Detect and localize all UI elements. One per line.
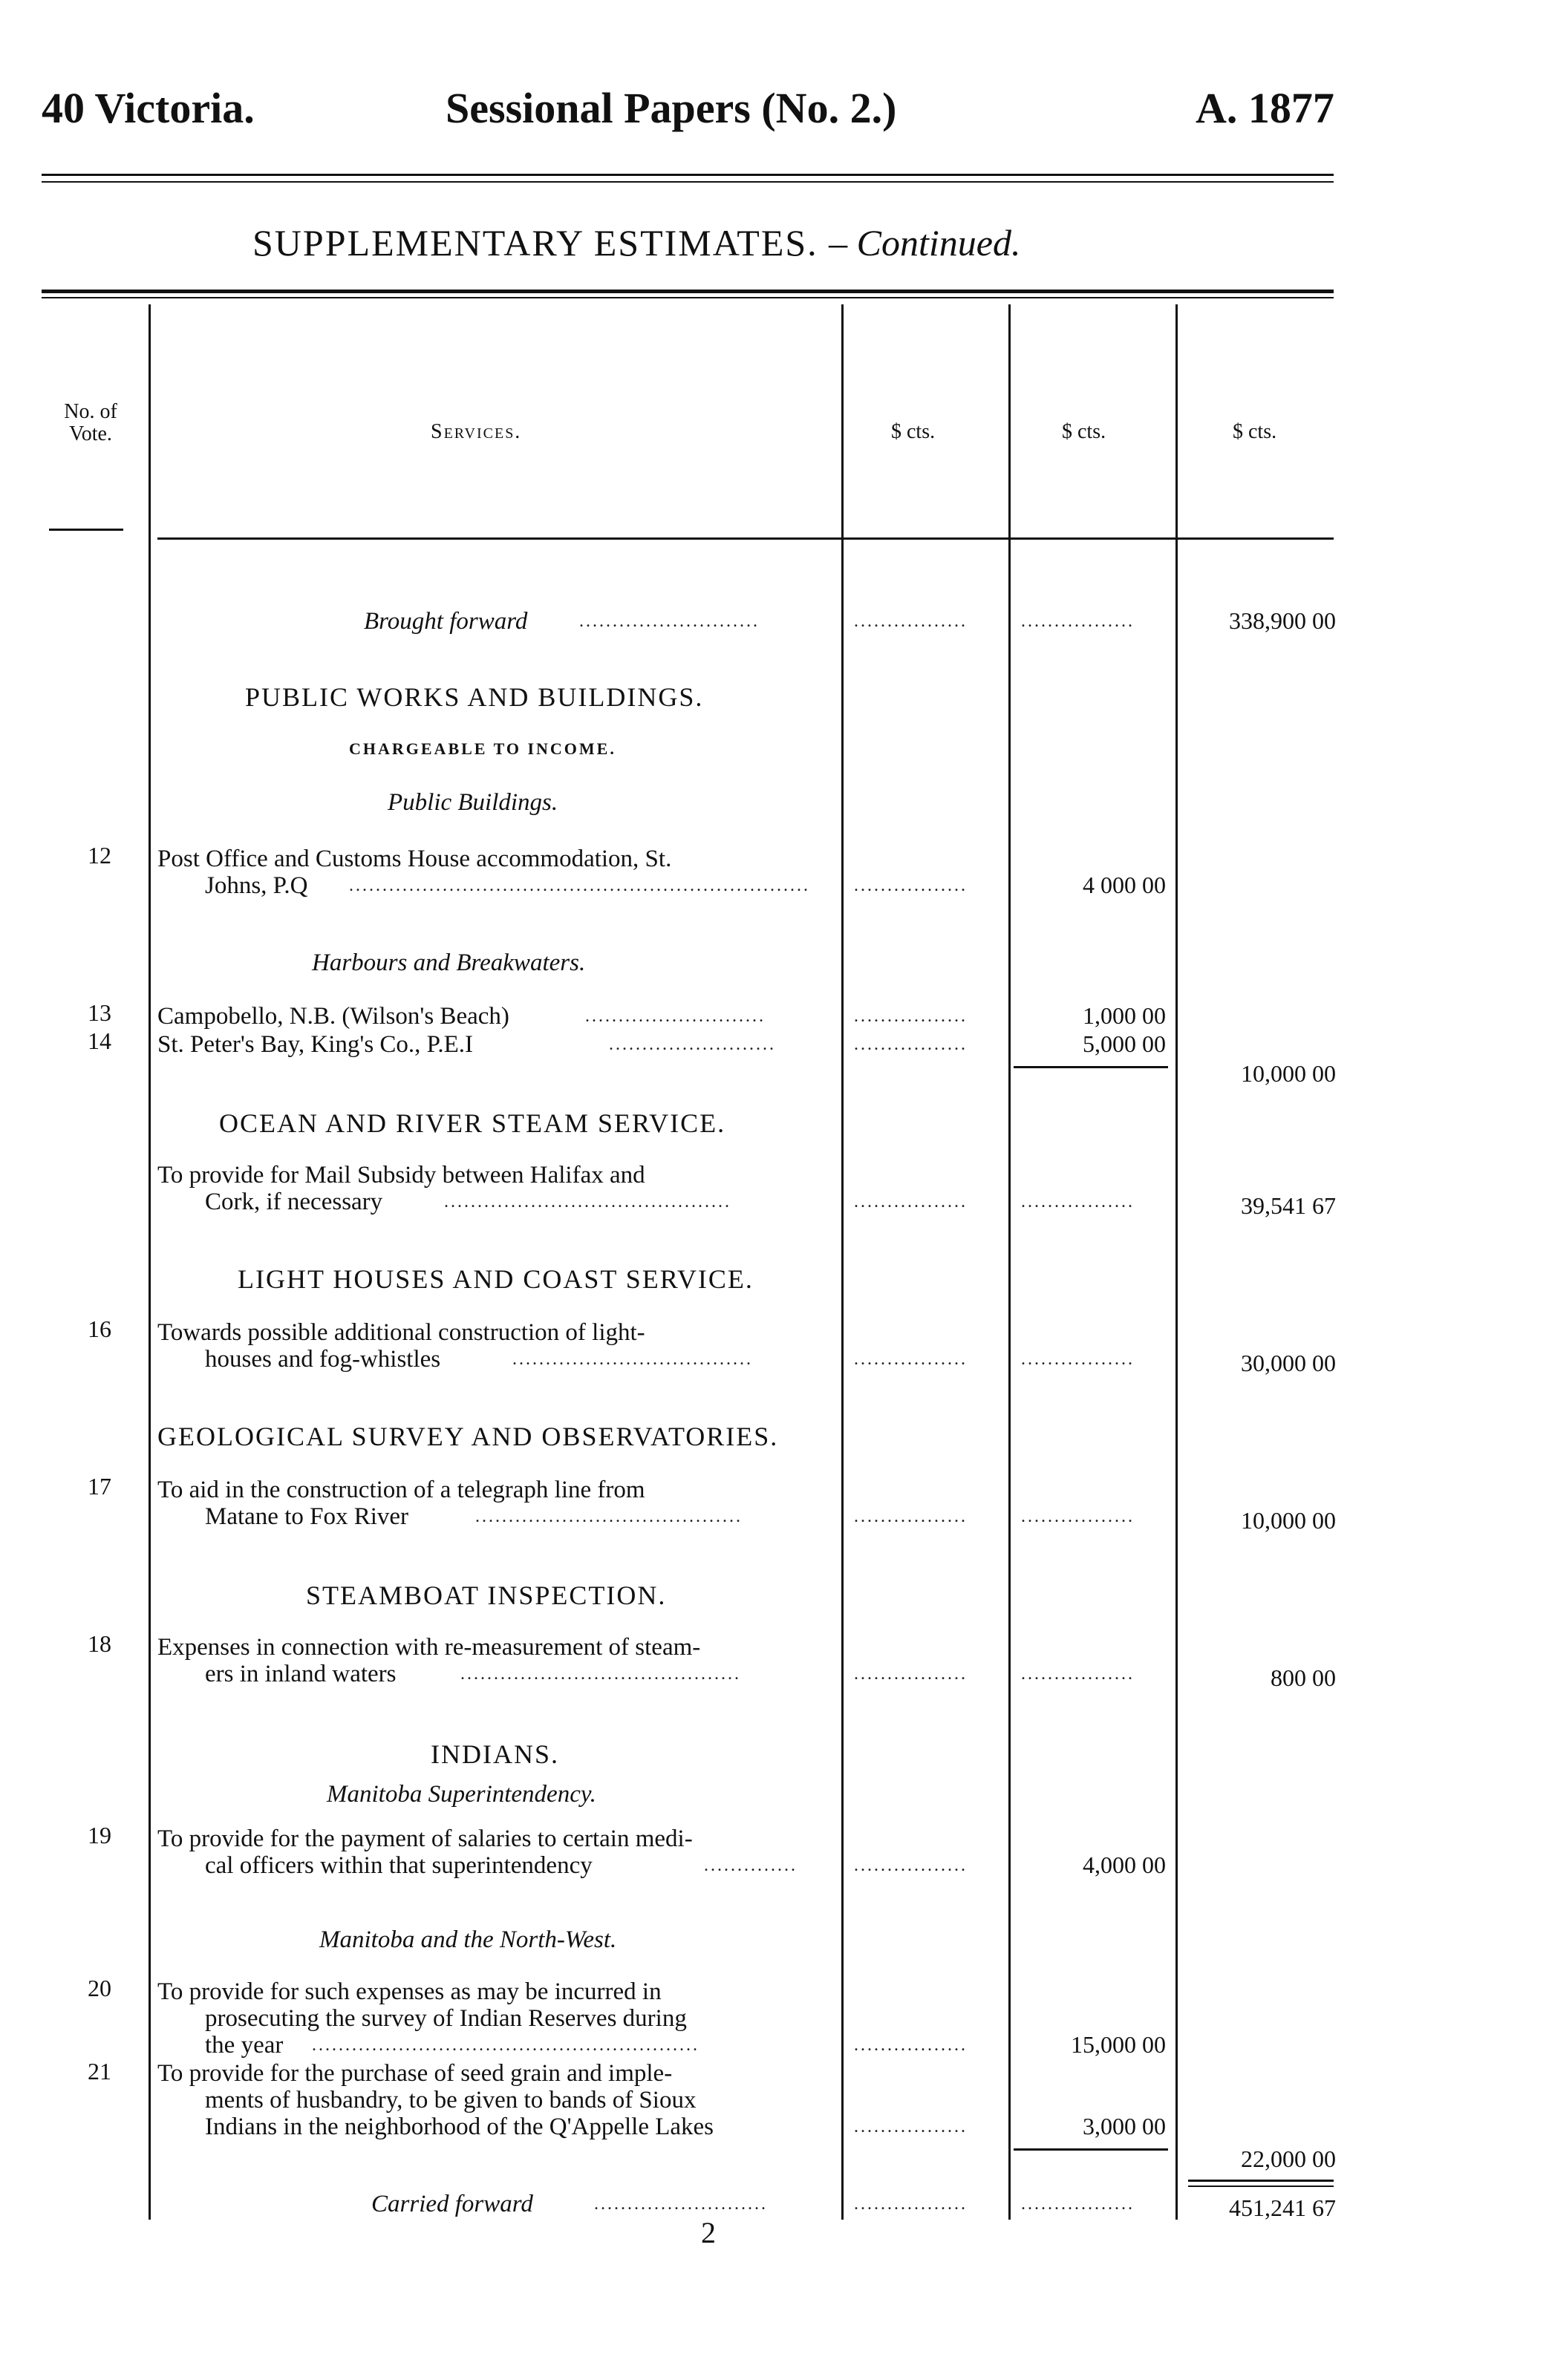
col-header-col1: $ cts.	[891, 420, 936, 443]
item-14-amount: 5,000 00	[1083, 1030, 1166, 1057]
table-rule-top	[42, 290, 1334, 293]
indians-total: 22,000 00	[1241, 2145, 1336, 2172]
steamboat-total: 800 00	[1271, 1664, 1336, 1691]
leader-dots: ...........................................	[444, 1192, 731, 1212]
section-heading-steamboat: STEAMBOAT INSPECTION.	[306, 1580, 667, 1610]
section-heading-ocean: OCEAN AND RIVER STEAM SERVICE.	[219, 1108, 726, 1138]
item-12-amount: 4 000 00	[1083, 872, 1166, 898]
subtotal-rule	[1014, 1066, 1168, 1068]
title-suffix: – Continued.	[829, 222, 1021, 264]
page-number: 2	[701, 2216, 716, 2249]
leader-dots: ........................................	[475, 1507, 743, 1526]
subtotal-rule	[1014, 2148, 1168, 2151]
header-papers: Sessional Papers (No. 2.)	[446, 84, 897, 132]
carried-forward-total: 451,241 67	[1229, 2194, 1336, 2221]
section-heading-public-works: PUBLIC WORKS AND BUILDINGS.	[245, 682, 704, 712]
leader-dots: .........................	[609, 1035, 776, 1054]
brought-forward-total: 338,900 00	[1229, 607, 1336, 634]
leader-dots: ..........................................	[460, 1664, 741, 1684]
total-rule-thin	[1188, 2186, 1334, 2187]
subheading-harbours: Harbours and Breakwaters.	[312, 949, 586, 976]
steamboat-line1: Expenses in connection with re-measurement of steam-	[157, 1634, 701, 1661]
geological-total: 10,000 00	[1241, 1507, 1336, 1534]
page-title	[252, 221, 1021, 264]
ocean-total: 39,541 67	[1241, 1192, 1336, 1219]
leader-dots: .....................................................................	[349, 876, 810, 895]
subheading-chargeable: CHARGEABLE TO INCOME.	[349, 739, 616, 758]
header-session: 40 Victoria.	[42, 84, 255, 132]
vote-number-13: 13	[88, 999, 111, 1026]
item-21-line1: To provide for the purchase of seed grain and imple-	[157, 2060, 673, 2087]
col-header-vote: No. of Vote.	[64, 400, 117, 445]
leader-dots: .................	[854, 1007, 968, 1026]
section-heading-indians: INDIANS.	[431, 1739, 559, 1769]
lights-line2: houses and fog-whistles	[205, 1346, 441, 1373]
subheading-manitoba: Manitoba Superintendency.	[327, 1781, 596, 1808]
leader-dots: .................	[854, 1035, 968, 1054]
public-works-subtotal: 10,000 00	[1241, 1060, 1336, 1087]
steamboat-line2: ers in inland waters	[205, 1661, 397, 1687]
item-19-amount: 4,000 00	[1083, 1851, 1166, 1878]
item-19-line1: To provide for the payment of salaries to certain medi-	[157, 1825, 693, 1852]
leader-dots: .................	[1021, 2194, 1135, 2214]
leader-dots: .................	[854, 2194, 968, 2214]
item-19-line2: cal officers within that superintendency	[205, 1852, 593, 1879]
header-rule-top	[42, 174, 1334, 176]
header-year: A. 1877	[1196, 84, 1334, 132]
geological-line1: To aid in the construction of a telegraph line from	[157, 1477, 645, 1503]
subheading-public-buildings: Public Buildings.	[388, 789, 558, 816]
header-rule-bottom	[42, 181, 1334, 183]
leader-dots: .................	[1021, 1350, 1135, 1369]
leader-dots: ....................................	[512, 1350, 753, 1369]
column-rule-vote	[149, 304, 151, 2220]
col-header-col2: $ cts.	[1062, 420, 1106, 443]
leader-dots: ..............	[704, 1856, 798, 1875]
ocean-line1: To provide for Mail Subsidy between Halifax and	[157, 1162, 645, 1189]
leader-dots: .................	[854, 876, 968, 895]
leader-dots: .................	[854, 2117, 968, 2137]
vote-number-20: 20	[88, 1975, 111, 2001]
leader-dots: .................	[854, 1664, 968, 1684]
item-13-text: Campobello, N.B. (Wilson's Beach)	[157, 1003, 509, 1030]
lights-total: 30,000 00	[1241, 1350, 1336, 1376]
item-12-line2: Johns, P.Q	[205, 872, 308, 899]
section-heading-lights: LIGHT HOUSES AND COAST SERVICE.	[238, 1264, 754, 1294]
item-20-line1: To provide for such expenses as may be incurred in	[157, 1978, 662, 2005]
item-12-line1: Post Office and Customs House accommodation, St.	[157, 846, 672, 872]
item-20-line2: prosecuting the survey of Indian Reserves during	[205, 2005, 687, 2032]
leader-dots: .................	[854, 1856, 968, 1875]
leader-dots: ...........................	[579, 612, 760, 631]
item-21-line3: Indians in the neighborhood of the Q'Appelle Lakes	[205, 2113, 714, 2140]
table-rule-top-thin	[42, 297, 1334, 298]
vote-number-17: 17	[88, 1473, 111, 1500]
header-underline-vote	[49, 529, 123, 531]
leader-dots: .................	[854, 612, 968, 631]
col-header-col3: $ cts.	[1233, 420, 1277, 443]
vote-number-16: 16	[88, 1315, 111, 1342]
carried-forward-label: Carried forward	[371, 2191, 533, 2217]
leader-dots: ...........................	[585, 1007, 766, 1026]
vote-number-14: 14	[88, 1027, 111, 1054]
column-rule-col2	[1175, 304, 1178, 2220]
title-main: SUPPLEMENTARY ESTIMATES.	[252, 222, 818, 264]
header-underline	[157, 537, 1334, 540]
total-rule	[1188, 2180, 1334, 2182]
column-rule-services	[841, 304, 844, 2220]
vote-number-12: 12	[88, 842, 111, 869]
item-21-line2: ments of husbandry, to be given to bands of Sioux	[205, 2087, 697, 2113]
subheading-northwest: Manitoba and the North-West.	[319, 1926, 617, 1953]
ocean-line2: Cork, if necessary	[205, 1189, 383, 1215]
leader-dots: .................	[854, 1350, 968, 1369]
column-rule-col1	[1008, 304, 1011, 2220]
brought-forward-label: Brought forward	[364, 608, 528, 635]
leader-dots: .................	[1021, 1664, 1135, 1684]
geological-line2: Matane to Fox River	[205, 1503, 409, 1530]
lights-line1: Towards possible additional construction of light-	[157, 1319, 645, 1346]
item-20-line3: the year	[205, 2032, 284, 2059]
leader-dots: .................	[854, 2036, 968, 2055]
vote-number-19: 19	[88, 1822, 111, 1848]
item-20-amount: 15,000 00	[1071, 2031, 1166, 2058]
vote-number-18: 18	[88, 1630, 111, 1657]
col-header-services: Services.	[431, 420, 522, 443]
leader-dots: ..........................................................	[312, 2036, 700, 2055]
leader-dots: ..........................	[594, 2194, 768, 2214]
item-21-amount: 3,000 00	[1083, 2113, 1166, 2139]
vote-number-21: 21	[88, 2058, 111, 2085]
item-13-amount: 1,000 00	[1083, 1002, 1166, 1029]
leader-dots: .................	[1021, 1507, 1135, 1526]
section-heading-geological: GEOLOGICAL SURVEY AND OBSERVATORIES.	[157, 1422, 779, 1451]
item-14-text: St. Peter's Bay, King's Co., P.E.I	[157, 1031, 474, 1058]
leader-dots: .................	[1021, 1192, 1135, 1212]
leader-dots: .................	[854, 1507, 968, 1526]
leader-dots: .................	[1021, 612, 1135, 631]
leader-dots: .................	[854, 1192, 968, 1212]
